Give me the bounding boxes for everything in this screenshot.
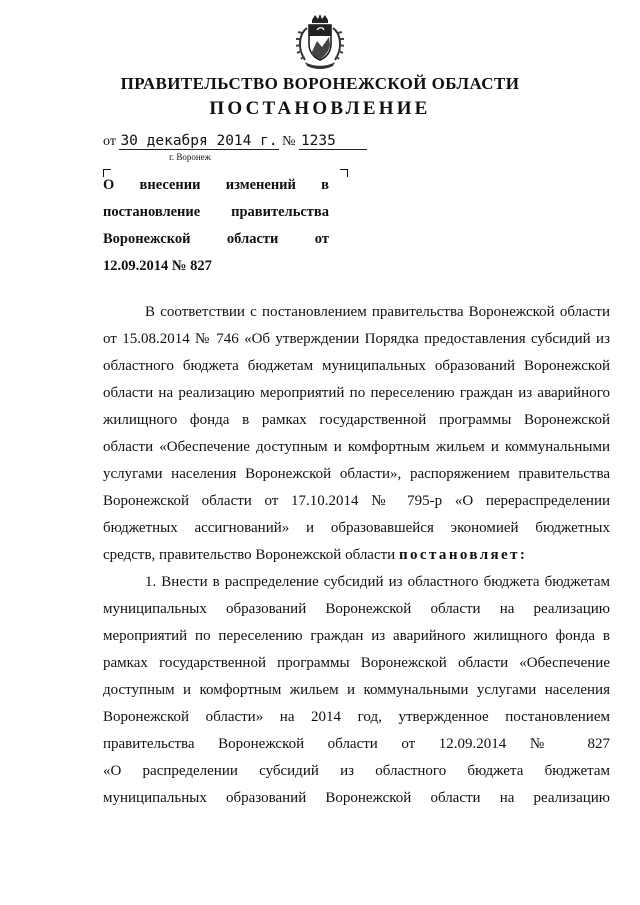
coat-of-arms-icon bbox=[293, 14, 347, 70]
body-line: Воронежской области» на 2014 год, утвержденное постановлением bbox=[103, 709, 610, 725]
body-line: от 15.08.2014 № 746 «Об утверждении Порядка предоставления субсидий из bbox=[103, 331, 610, 347]
body-line: муниципальных образований Воронежской области на реализацию bbox=[103, 601, 610, 617]
body-line: областного бюджета бюджетам муниципальных образований Воронежской bbox=[103, 358, 610, 374]
body-line: услугами населения Воронежской области», распоряжением правительства bbox=[103, 466, 610, 482]
body-line: жилищного фонда в рамках государственной программы Воронежской bbox=[103, 412, 610, 428]
body-line: области «Обеспечение доступным и комфортным жильем и коммунальными bbox=[103, 439, 610, 455]
government-title: ПРАВИТЕЛЬСТВО ВОРОНЕЖСКОЙ ОБЛАСТИ bbox=[120, 74, 520, 93]
body-line: бюджетных ассигнований» и образовавшейся экономией бюджетных bbox=[103, 520, 610, 536]
body-line: В соответствии с постановлением правительства Воронежской области bbox=[145, 304, 610, 320]
date-prefix: от bbox=[103, 134, 116, 149]
document-body bbox=[103, 299, 610, 812]
date-value: 30 декабря 2014 г. bbox=[120, 133, 278, 149]
document-number: 1235 bbox=[299, 133, 367, 150]
body-line: правительства Воронежской области от 12.09.2014 № 827 bbox=[103, 736, 610, 752]
body-line: «О распределении субсидий из областного бюджета бюджетам bbox=[103, 763, 610, 779]
subject-line: постановление правительства bbox=[103, 204, 329, 220]
decree-word: постановляет: bbox=[398, 547, 528, 563]
body-line-text: средств, правительство Воронежской области bbox=[103, 547, 396, 563]
body-line: области на реализацию мероприятий по переселению граждан из аварийного bbox=[103, 385, 610, 401]
document-type: ПОСТАНОВЛЕНИЕ bbox=[209, 98, 431, 119]
bracket-top-right bbox=[340, 169, 348, 177]
body-line: муниципальных образований Воронежской области на реализацию bbox=[103, 790, 610, 806]
body-line: мероприятий по переселению граждан из аварийного жилищного фонда в bbox=[103, 628, 610, 644]
subject-line: 12.09.2014 № 827 bbox=[103, 258, 212, 274]
subject-line: О внесении изменений в bbox=[103, 177, 329, 193]
body-line: Воронежской области от 17.10.2014 № 795-р «О перераспределении bbox=[103, 493, 610, 509]
body-line bbox=[103, 542, 610, 569]
date-number-line bbox=[103, 133, 367, 150]
subject-block bbox=[103, 176, 329, 284]
body-line: доступным и комфортным жильем и коммунальными услугами населения bbox=[103, 682, 610, 698]
body-line: 1. Внести в распределение субсидий из областного бюджета бюджетам bbox=[145, 574, 610, 590]
number-prefix: № bbox=[282, 134, 296, 149]
subject-line: Воронежской области от bbox=[103, 231, 329, 247]
body-line: рамках государственной программы Воронежской области «Обеспечение bbox=[103, 655, 610, 671]
place-of-issue: г. Воронеж bbox=[169, 152, 211, 162]
